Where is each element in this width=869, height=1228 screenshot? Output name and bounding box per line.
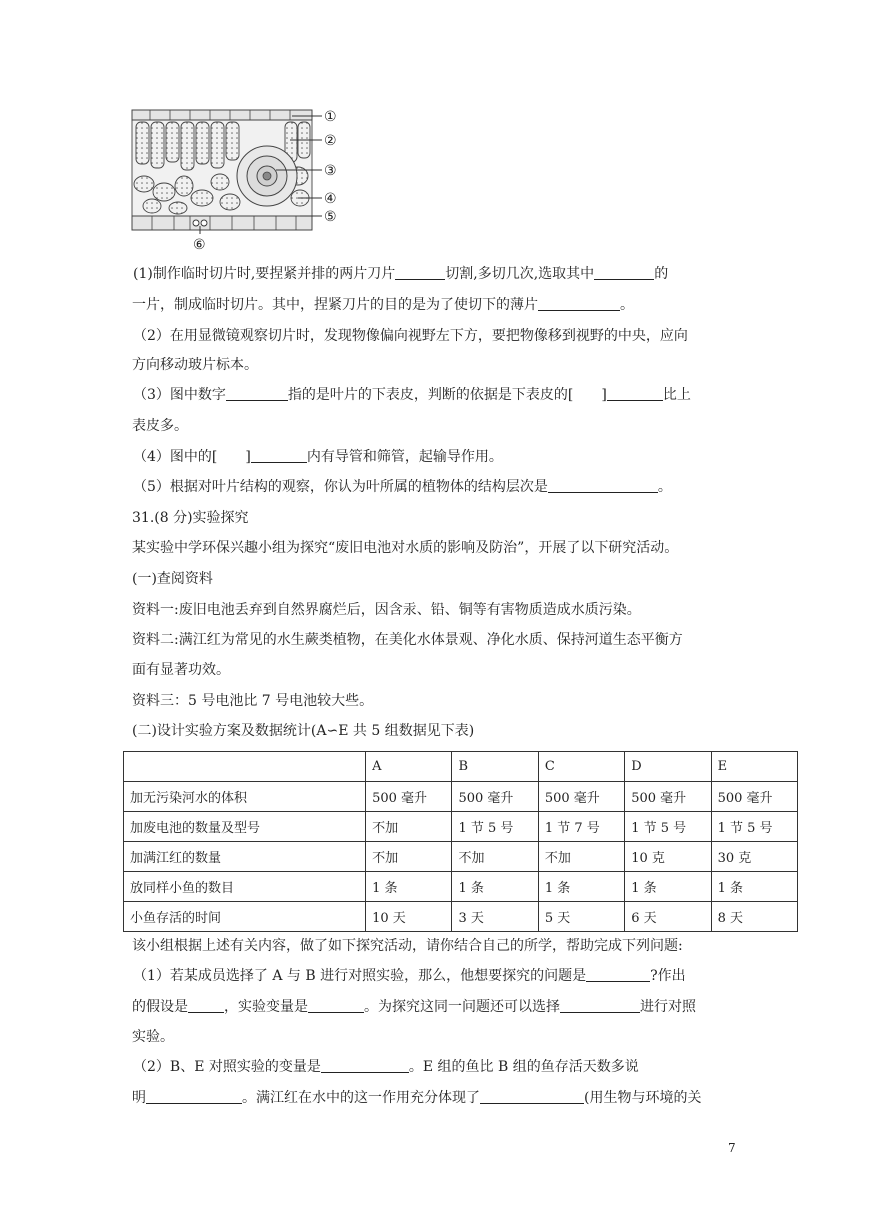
page-number: 7: [728, 1141, 736, 1155]
table-cell: 10 天: [366, 902, 452, 932]
section-heading-2: (二)设计实验方案及数据统计(A∽E 共 5 组数据见下表): [132, 723, 475, 739]
table-cell: 1 条: [366, 872, 452, 902]
section-heading-1: (一)查阅资料: [132, 571, 213, 587]
table-row: [124, 872, 798, 902]
table-row: [124, 782, 798, 812]
material-3: 资料三：5 号电池比 7 号电池较大些。: [132, 693, 374, 709]
q31-intro: 某实验中学环保兴趣小组为探究“废旧电池对水质的影响及防治”，开展了以下研究活动。: [132, 540, 679, 556]
table-cell: 不加: [538, 842, 624, 872]
q30-line-8: （5）根据对叶片结构的观察，你认为叶所属的植物体的结构层次是 。: [133, 479, 672, 495]
leaf-cross-section-diagram: [130, 106, 345, 254]
table-row: [124, 842, 798, 872]
table-cell: 1 节 5 号: [625, 812, 711, 842]
q30-line-1: (1)制作临时切片时,要捏紧并排的两片刀片 切割,多切几次,选取其中 的: [133, 266, 669, 282]
table-cell: 500 毫升: [711, 782, 797, 812]
table-row-label: 加无污染河水的体积: [124, 782, 366, 812]
table-cell: 10 克: [625, 842, 711, 872]
table-row-label: 加满江红的数量: [124, 842, 366, 872]
table-cell: 1 条: [538, 872, 624, 902]
table-row-label: 加废电池的数量及型号: [124, 812, 366, 842]
diagram-label-6: ⑥: [193, 237, 206, 253]
table-cell: 6 天: [625, 902, 711, 932]
material-2-line-1: 资料二:满江红为常见的水生蕨类植物，在美化水体景观、净化水质、保持河道生态平衡方: [132, 632, 683, 648]
table-cell: 1 节 5 号: [452, 812, 538, 842]
answer-blank[interactable]: [560, 998, 640, 1013]
q30-line-3: （2）在用显微镜观察切片时，发现物像偏向视野左下方，要把物像移到视野的中央，应向: [133, 328, 688, 344]
diagram-label-1: ①: [324, 109, 337, 125]
q30-line-5: （3）图中数字 指的是叶片的下表皮，判断的依据是下表皮的[ ] 比上: [133, 387, 691, 403]
q31-part1-line-3: 实验。: [132, 1029, 174, 1045]
q31-part2-line-1: （2）B、E 对照实验的变量是 。E 组的鱼比 B 组的鱼存活天数多说: [133, 1059, 639, 1075]
answer-blank[interactable]: [321, 1058, 409, 1073]
table-cell: 500 毫升: [625, 782, 711, 812]
q31-part1-line-1: （1）若某成员选择了 A 与 B 进行对照实验，那么，他想要探究的问题是 ?作出: [133, 968, 686, 984]
answer-blank[interactable]: [251, 448, 307, 463]
q30-line-6: 表皮多。: [132, 418, 188, 434]
answer-blank[interactable]: [594, 265, 654, 280]
table-header-cell: E: [711, 752, 797, 782]
table-header-cell: D: [625, 752, 711, 782]
table-cell: 500 毫升: [452, 782, 538, 812]
diagram-label-5: ⑤: [324, 209, 337, 225]
table-header-cell: C: [538, 752, 624, 782]
table-row-label: 放同样小鱼的数目: [124, 872, 366, 902]
table-cell: 不加: [366, 812, 452, 842]
q30-line-7: （4）图中的[ ] 内有导管和筛管，起输导作用。: [133, 449, 503, 465]
material-1: 资料一:废旧电池丢弃到自然界腐烂后，因含汞、铅、铜等有害物质造成水质污染。: [132, 602, 641, 618]
table-row: [124, 902, 798, 932]
table-header-cell: B: [452, 752, 538, 782]
q31-title: 31.(8 分)实验探究: [132, 510, 249, 526]
q30-line-2: 一片，制成临时切片。其中，捏紧刀片的目的是为了使切下的薄片 。: [132, 297, 634, 313]
q31-part1-line-2: 的假设是 ，实验变量是 。为探究这同一问题还可以选择 进行对照: [132, 999, 696, 1015]
table-cell: [124, 752, 366, 782]
table-cell: 1 条: [625, 872, 711, 902]
answer-blank[interactable]: [226, 386, 288, 401]
table-cell: 500 毫升: [538, 782, 624, 812]
material-2-line-2: 面有显著功效。: [132, 662, 230, 678]
answer-blank[interactable]: [395, 265, 445, 280]
table-header-row: [124, 752, 798, 782]
table-cell: 1 条: [452, 872, 538, 902]
table-cell: 3 天: [452, 902, 538, 932]
table-cell: 不加: [452, 842, 538, 872]
table-cell: 不加: [366, 842, 452, 872]
table-row: [124, 812, 798, 842]
answer-blank[interactable]: [146, 1089, 242, 1104]
answer-blank[interactable]: [308, 998, 364, 1013]
diagram-label-2: ②: [324, 133, 337, 149]
table-cell: 5 天: [538, 902, 624, 932]
diagram-label-3: ③: [324, 163, 337, 179]
answer-blank[interactable]: [607, 386, 663, 401]
answer-blank[interactable]: [480, 1089, 584, 1104]
table-header-cell: A: [366, 752, 452, 782]
answer-blank[interactable]: [548, 478, 658, 493]
table-cell: 1 条: [711, 872, 797, 902]
table-cell: 500 毫升: [366, 782, 452, 812]
instructions: 该小组根据上述有关内容，做了如下探究活动，请你结合自己的所学，帮助完成下列问题:: [132, 938, 683, 954]
answer-blank[interactable]: [538, 296, 620, 311]
table-cell: 1 节 7 号: [538, 812, 624, 842]
q31-part2-line-2: 明 。满江红在水中的这一作用充分体现了 (用生物与环境的关: [132, 1090, 702, 1106]
experiment-table: [123, 751, 798, 932]
table-cell: 8 天: [711, 902, 797, 932]
answer-blank[interactable]: [188, 998, 224, 1013]
diagram-label-4: ④: [324, 191, 337, 207]
q30-line-4: 方向移动玻片标本。: [132, 357, 258, 373]
table-row-label: 小鱼存活的时间: [124, 902, 366, 932]
answer-blank[interactable]: [586, 967, 650, 982]
table-cell: 1 节 5 号: [711, 812, 797, 842]
table-cell: 30 克: [711, 842, 797, 872]
